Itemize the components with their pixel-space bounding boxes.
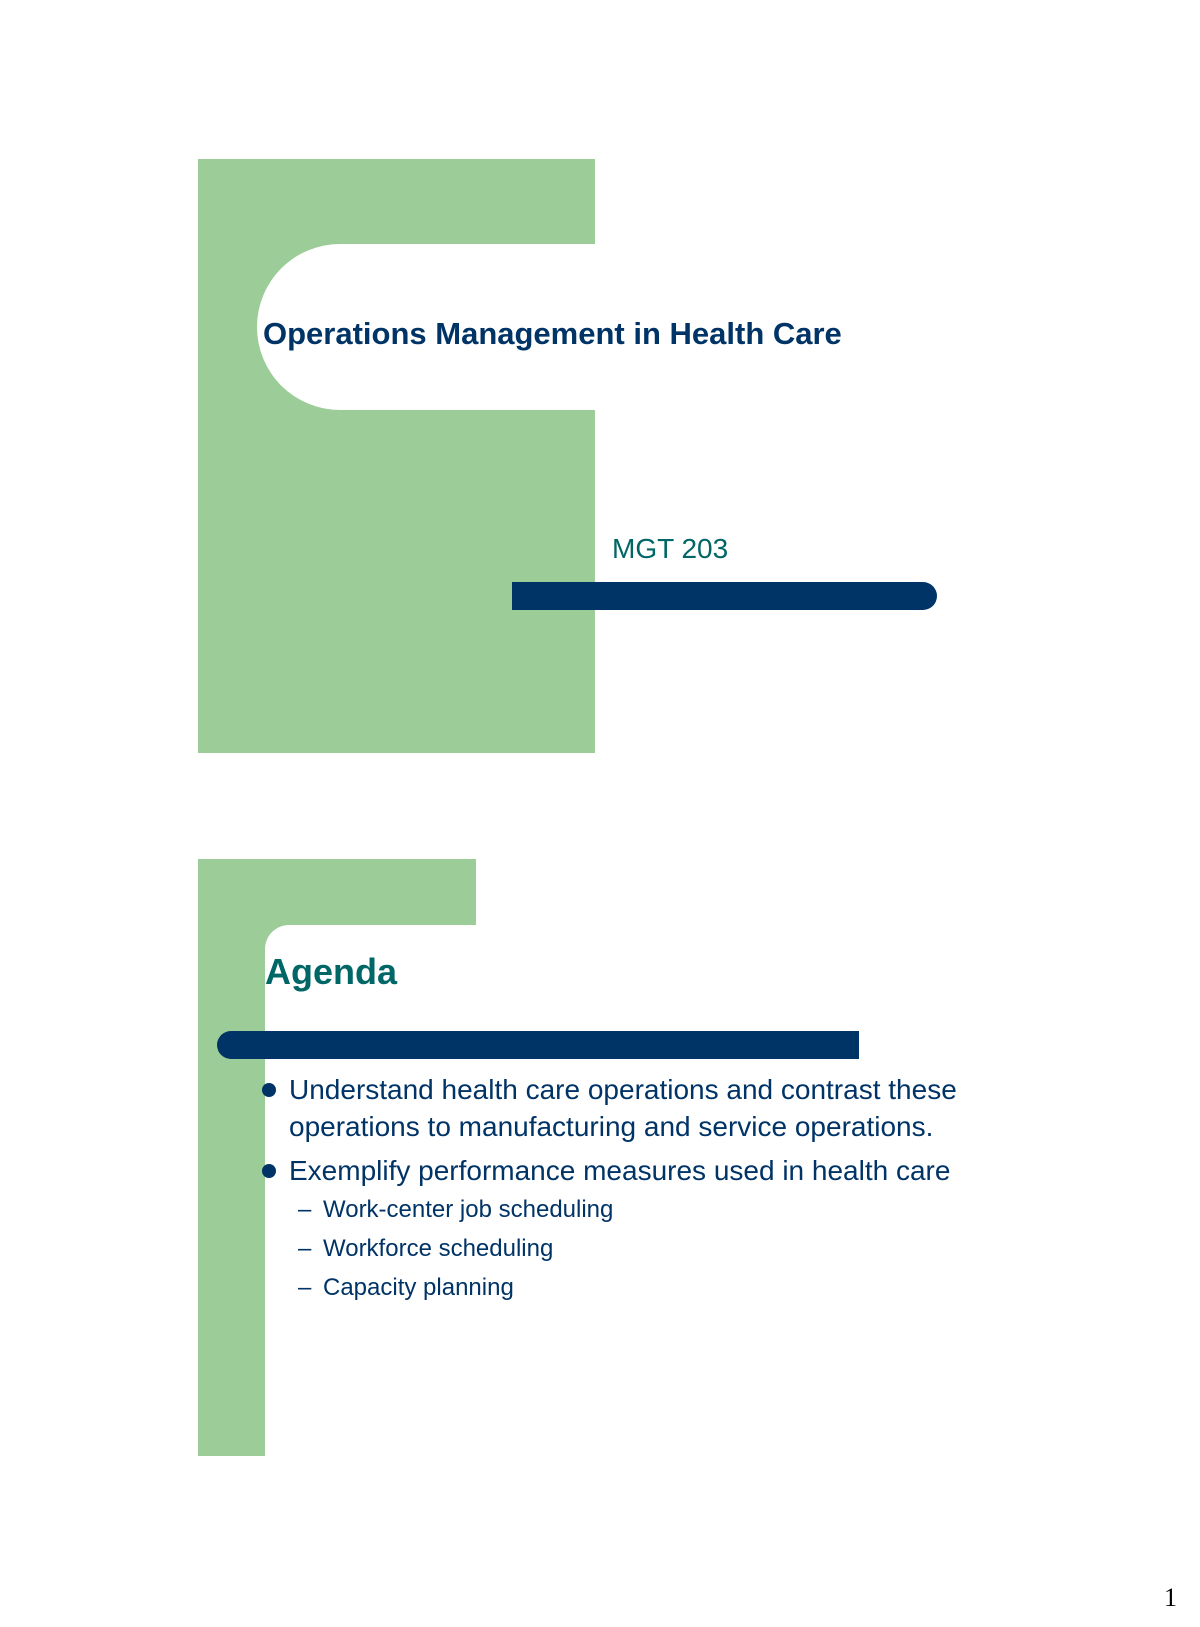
bullet-dot-icon: [262, 1083, 276, 1097]
dash-icon: –: [298, 1235, 312, 1262]
agenda-bullet-1: [262, 1071, 962, 1145]
slide2-accent-bar: [217, 1031, 859, 1059]
agenda-list: [262, 1071, 962, 1307]
dash-icon: –: [298, 1274, 312, 1301]
bullet-dot-icon: [262, 1164, 276, 1178]
slide1-accent-bar: [512, 582, 937, 610]
agenda-sub-bullet-2: [262, 1229, 962, 1268]
page-number: 1: [1164, 1583, 1177, 1612]
slide1-subtitle: MGT 203: [612, 533, 729, 564]
agenda-sub-bullet-1-text: Work-center job scheduling: [323, 1196, 614, 1223]
agenda-sub-bullet-2-text: Workforce scheduling: [323, 1235, 554, 1262]
dash-icon: –: [298, 1196, 312, 1223]
agenda-sub-bullet-3-text: Capacity planning: [323, 1274, 514, 1301]
agenda-sub-bullet-1: [262, 1190, 962, 1229]
agenda-sub-bullet-3: [262, 1268, 962, 1307]
agenda-bullet-2: [262, 1152, 962, 1189]
agenda-bullet-2-text: Exemplify performance measures used in health care: [289, 1155, 951, 1186]
slide2-heading: Agenda: [265, 951, 398, 992]
agenda-bullet-1-text: Understand health care operations and contrast these operations to manufacturing and service operations.: [289, 1074, 957, 1142]
slide1-title: Operations Management in Health Care: [263, 316, 842, 351]
